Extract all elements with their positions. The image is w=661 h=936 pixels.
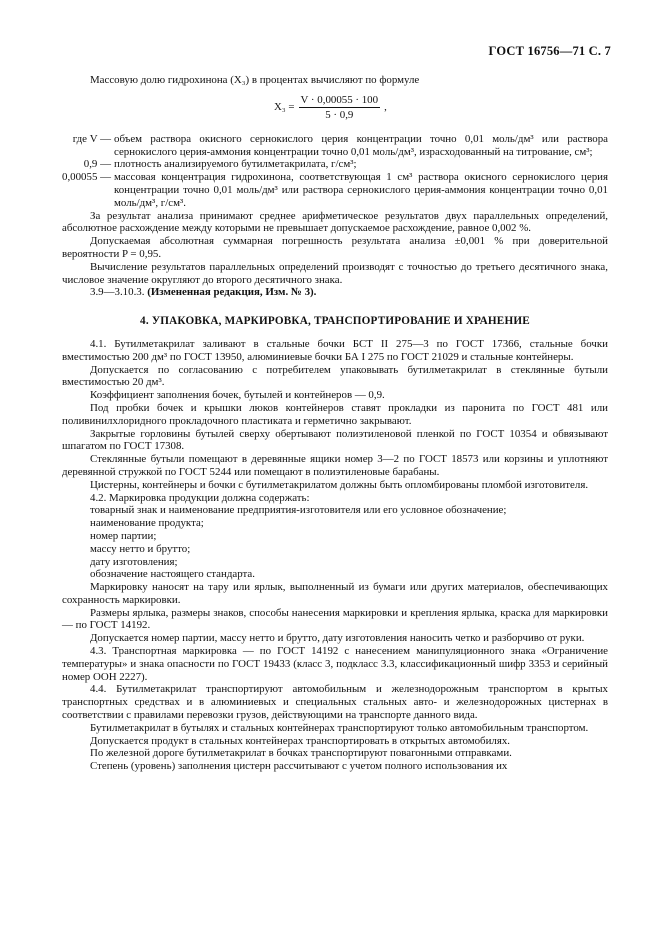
list-item: товарный знак и наименование предприятия-изготовителя или его условное обозначение;: [90, 504, 507, 517]
paragraph: Маркировку наносят на тару или ярлык, выполненный из бумаги или других материалов, обеспечивающих сохранность маркировки.: [62, 581, 608, 606]
page-header: ГОСТ 16756—71 С. 7: [488, 44, 611, 58]
paragraph: Бутилметакрилат в бутылях и стальных контейнерах транспортируют только автомобильным транспортом.: [90, 721, 589, 734]
paragraph: 4.4. Бутилметакрилат транспортируют автомобильным и железнодорожным транспортом в крытых транспортных средствах и в алюминиевых и специальных стальных авто- и железнодорожных цистернах в соответствии с правилами перевозки грузов, действующими на транспорте данного вида.: [62, 683, 608, 722]
list-item: номер партии;: [90, 529, 157, 542]
formula-tail: ,: [384, 101, 387, 114]
formula-lhs: X₃ =: [274, 101, 295, 114]
text-column: [62, 74, 608, 773]
definition-key: где V —: [72, 132, 111, 145]
list-item: обозначение настоящего стандарта.: [90, 568, 255, 581]
paragraph: Цистерны, контейнеры и бочки с бутилметакрилатом должны быть опломбированы пломбой изготовителя.: [90, 478, 589, 491]
paragraph: За результат анализа принимают среднее арифметическое результатов двух параллельных определений, абсолютное расхождение между которыми не превышает допускаемое расхождение, равное 0,002 %.: [62, 209, 608, 235]
definition-key: 0,00055 —: [62, 171, 112, 184]
change-note-bold: (Измененная редакция, Изм. № 3).: [147, 286, 317, 299]
paragraph: 4.1. Бутилметакрилат заливают в стальные бочки БСТ II 275—3 по ГОСТ 17366, стальные бочки вместимостью 200 дм³ по ГОСТ 13950, алюминиевые бочки БА I 275 по ГОСТ 21029 и стальные контейнеры.: [62, 337, 608, 363]
paragraph: Допускаемая абсолютная суммарная погрешность результата анализа ±0,001 % при доверительной вероятности P = 0,95.: [62, 235, 608, 260]
paragraph: 4.2. Маркировка продукции должна содержать:: [90, 491, 310, 504]
list-item: дату изготовления;: [90, 555, 178, 568]
paragraph: 4.3. Транспортная маркировка — по ГОСТ 14192 с нанесением манипуляционного знака «Ограничение температуры» и знака опасности по ГОСТ 19433 (класс 3, подкласс 3.3, классификационный шифр 3353 и серийный номер ООН 2227).: [62, 645, 608, 683]
definition-key: 0,9 —: [83, 158, 111, 171]
paragraph: Допускается по согласованию с потребителем упаковывать бутилметакрилат в стеклянные бутыли вместимостью 20 дм³.: [62, 363, 608, 389]
list-item: массу нетто и брутто;: [90, 542, 191, 555]
change-note-prefix: 3.9—3.10.3.: [90, 286, 145, 299]
definitions-list: [62, 133, 608, 210]
paragraph: Степень (уровень) заполнения цистерн рассчитывают с учетом полного использования их: [90, 760, 508, 773]
paragraph: Допускается продукт в стальных контейнерах транспортировать в открытых автомобилях.: [90, 734, 511, 747]
paragraph: Коэффициент заполнения бочек, бутылей и контейнеров — 0,9.: [90, 389, 385, 402]
change-note: [62, 286, 608, 299]
paragraph: Допускается номер партии, массу нетто и брутто, дату изготовления наносить четко и разборчиво от руки.: [90, 632, 585, 645]
paragraph: Под пробки бочек и крышки люков контейнеров ставят прокладки из паронита по ГОСТ 481 или поливинилхлоридного прокладочного пластиката и герметично закрывают.: [62, 401, 608, 427]
list-item: наименование продукта;: [90, 517, 204, 530]
formula-fraction: [299, 94, 381, 123]
paragraph: Стеклянные бутыли помещают в деревянные ящики номер 3—2 по ГОСТ 18573 или корзины и уплотняют деревянной стружкой по ГОСТ 5244 или помещают в полиэтиленовые барабаны.: [62, 453, 608, 478]
paragraph: Вычисление результатов параллельных определений производят с точностью до третьего десятичного знака, числовое значение округляют до второго десятичного знака.: [62, 260, 608, 286]
paragraph: Закрытые горловины бутылей сверху обертывают полиэтиленовой пленкой по ГОСТ 10354 и обвязывают шпагатом по ГОСТ 17308.: [62, 427, 608, 453]
section-title: 4. УПАКОВКА, МАРКИРОВКА, ТРАНСПОРТИРОВАНИЕ И ХРАНЕНИЕ: [140, 315, 530, 328]
definition-text: объем раствора окисного сернокислого церия концентрации точно 0,01 моль/дм³ или раствора сернокислого церия-аммония концентрации точно 0,01 моль/дм³, израсходованный на титрование, см³;: [114, 132, 608, 158]
paragraph: По железной дороге бутилметакрилат в бочках транспортируют повагонными отправками.: [90, 747, 512, 760]
definition-text: массовая концентрация гидрохинона, соответствующая 1 см³ раствора окисного сернокислого церия концентрации точно 0,01 моль/дм³ или раствора сернокислого церия-аммония концентрации точно 0,01 моль/дм³, г/см³.: [114, 171, 608, 209]
formula-numerator: V · 0,00055 · 100: [299, 94, 381, 109]
marking-list: [62, 504, 608, 581]
definition-text: плотность анализируемого бутилметакрилата, г/см³;: [114, 158, 357, 171]
paragraph: Размеры ярлыка, размеры знаков, способы нанесения маркировки и крепления ярлыка, краска для маркировки — по ГОСТ 14192.: [62, 606, 608, 632]
formula-intro: Массовую долю гидрохинона (X₃) в процентах вычисляют по формуле: [90, 74, 420, 86]
formula-denominator: 5 · 0,9: [325, 109, 354, 122]
formula: [274, 91, 608, 125]
